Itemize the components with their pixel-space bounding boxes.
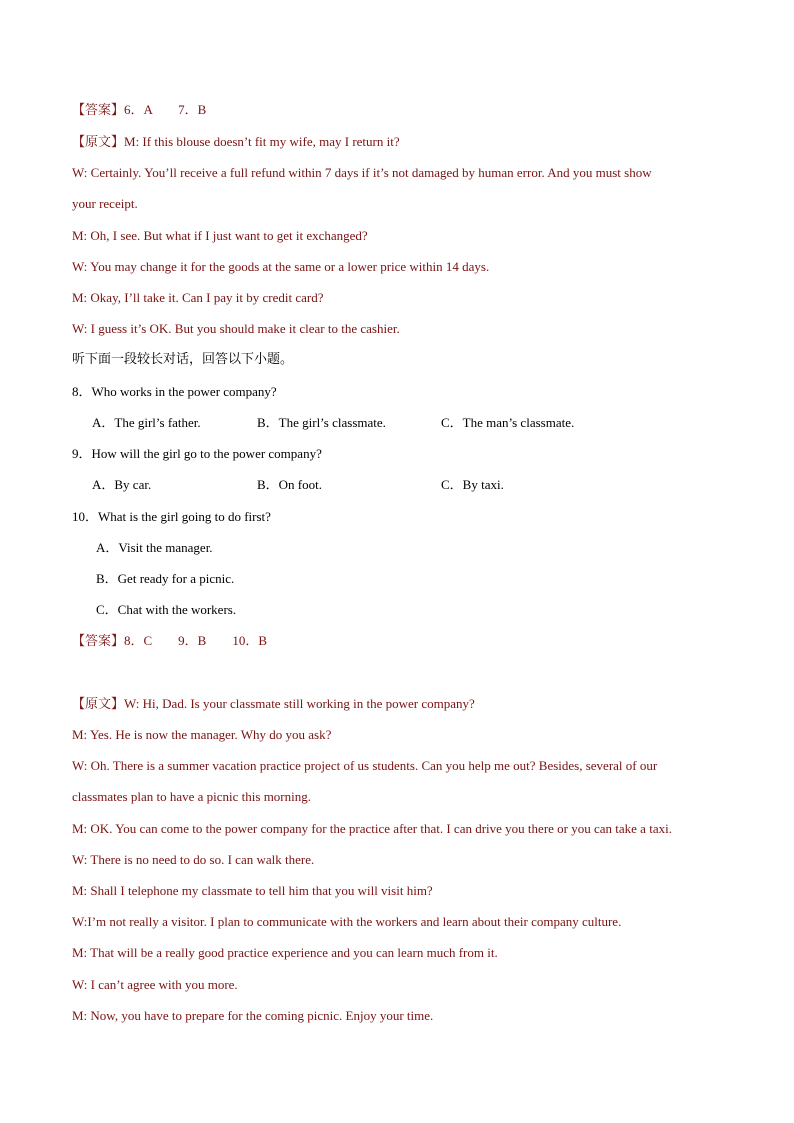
section-instruction: 听下面一段较长对话，回答以下小题。 (72, 352, 294, 367)
dialogue1-line-4: W: You may change it for the goods at the same or a lower price within 14 days. (72, 259, 490, 274)
dialogue2-line-3: classmates plan to have a picnic this morning. (72, 789, 311, 804)
question-8-option-b: B．The girl’s classmate. (257, 415, 386, 430)
dialogue2-line-4: M: OK. You can come to the power company for the practice after that. I can drive you there or you can take a taxi. (72, 821, 672, 836)
question-9-stem: 9．How will the girl go to the power company? (72, 446, 322, 461)
question-9-option-a: A．By car. (92, 477, 152, 492)
dialogue1-line-5: M: Okay, I’ll take it. Can I pay it by credit card? (72, 290, 324, 305)
question-9-option-c: C．By taxi. (441, 477, 504, 492)
dialogue2-line-8: M: That will be a really good practice experience and you can learn much from it. (72, 945, 498, 960)
answer-tag: 【答案】 (72, 103, 125, 118)
dialogue-text: M: If this blouse doesn’t fit my wife, may I return it? (124, 134, 400, 149)
dialogue2-line-2: W: Oh. There is a summer vacation practice project of us students. Can you help me out? Besides, several of our (72, 758, 658, 773)
answer-text: 6．A 7．B (124, 102, 207, 117)
dialogue1-line-6: W: I guess it’s OK. But you should make it clear to the cashier. (72, 321, 400, 336)
dialogue2-line-6: M: Shall I telephone my classmate to tell him that you will visit him? (72, 883, 433, 898)
dialogue1-line-2: your receipt. (72, 196, 138, 211)
question-10-option-b: B．Get ready for a picnic. (96, 571, 235, 586)
dialogue1-line-3: M: Oh, I see. But what if I just want to get it exchanged? (72, 228, 368, 243)
question-10-option-c: C．Chat with the workers. (96, 602, 237, 617)
dialogue2-line-0 (72, 696, 475, 713)
question-8-option-c: C．The man’s classmate. (441, 415, 575, 430)
dialogue2-line-1: M: Yes. He is now the manager. Why do you ask? (72, 727, 332, 742)
transcript-tag: 【原文】 (72, 135, 125, 150)
answer-line-2 (72, 633, 267, 650)
question-8-option-a: A．The girl’s father. (92, 415, 201, 430)
dialogue2-line-5: W: There is no need to do so. I can walk there. (72, 852, 315, 867)
dialogue2-line-10: M: Now, you have to prepare for the coming picnic. Enjoy your time. (72, 1008, 434, 1023)
dialogue1-line-0 (72, 134, 400, 151)
answer-line-1 (72, 102, 206, 119)
answer-text: 8．C 9．B 10．B (124, 633, 268, 648)
dialogue-text: W: Hi, Dad. Is your classmate still working in the power company? (124, 696, 475, 711)
dialogue2-line-7: W:I’m not really a visitor. I plan to communicate with the workers and learn about their company culture. (72, 914, 622, 929)
transcript-tag: 【原文】 (72, 697, 125, 712)
question-10-option-a: A．Visit the manager. (96, 540, 213, 555)
dialogue2-line-9: W: I can’t agree with you more. (72, 977, 238, 992)
answer-tag: 【答案】 (72, 634, 125, 649)
dialogue1-line-1: W: Certainly. You’ll receive a full refund within 7 days if it’s not damaged by human error. And you must show (72, 165, 652, 180)
question-9-option-b: B．On foot. (257, 477, 323, 492)
question-8-stem: 8．Who works in the power company? (72, 384, 277, 399)
question-10-stem: 10．What is the girl going to do first? (72, 509, 271, 524)
